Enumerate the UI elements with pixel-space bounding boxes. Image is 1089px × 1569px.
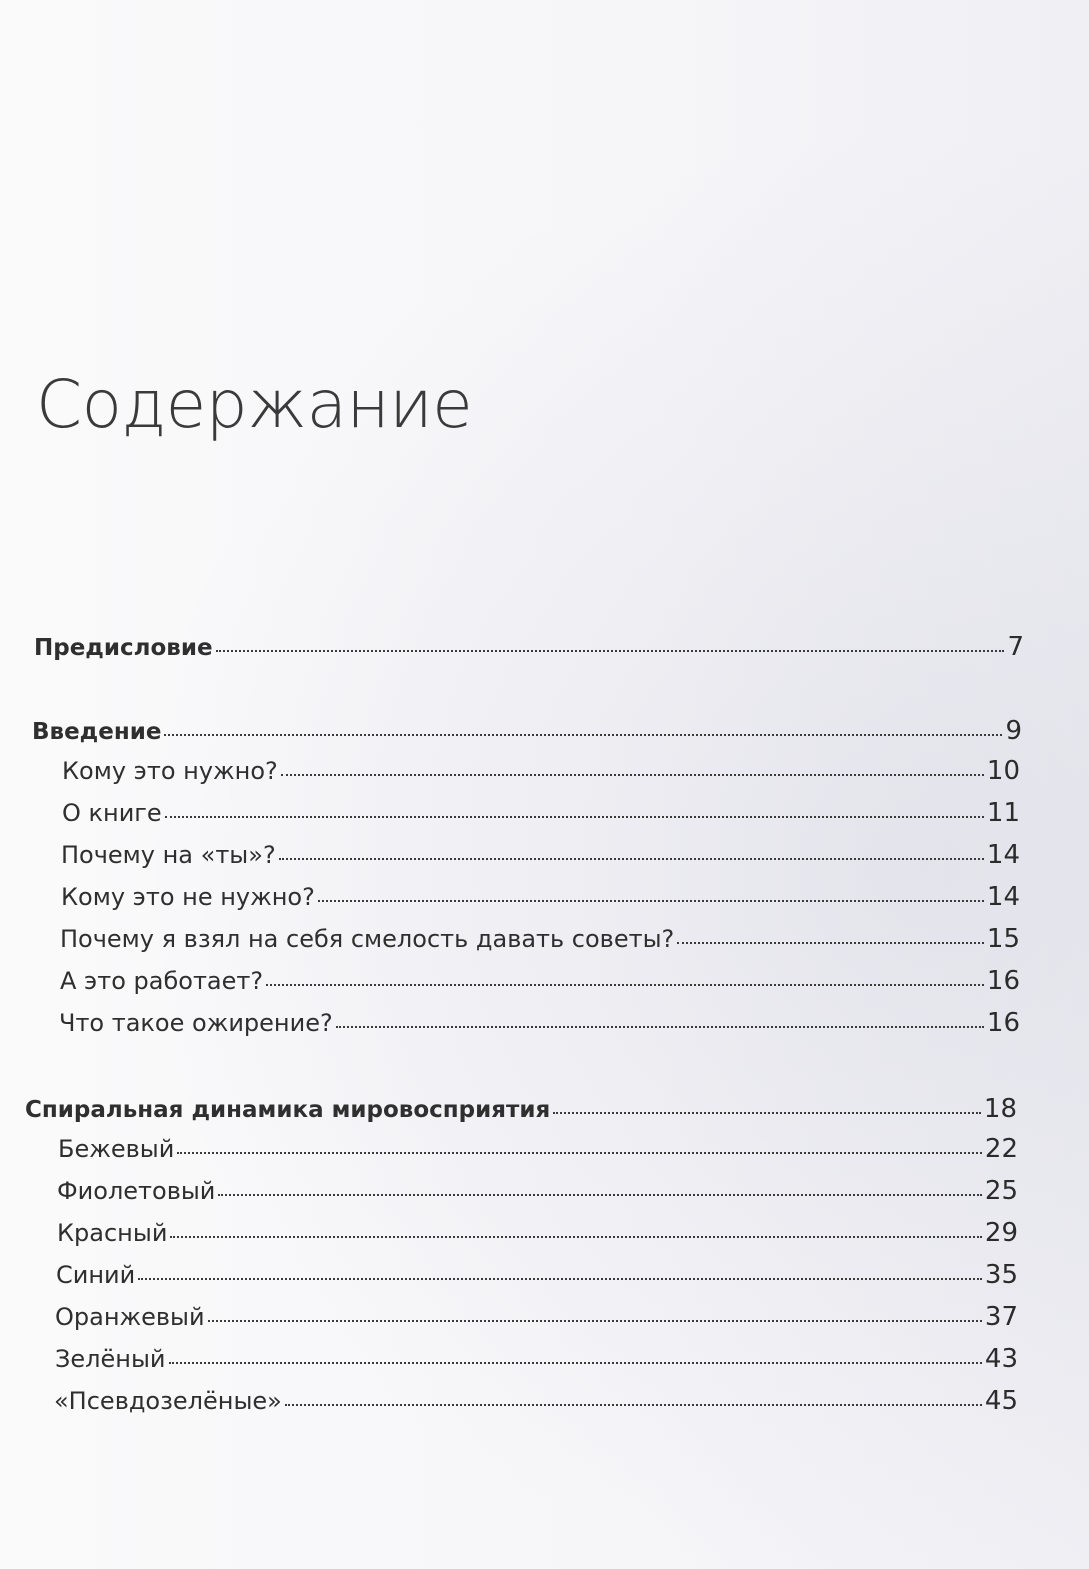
dot-leader <box>279 857 984 860</box>
toc-entry-label: Бежевый <box>58 1135 175 1163</box>
toc-entry-page: 18 <box>983 1094 1017 1124</box>
toc-entry-page: 15 <box>986 924 1020 954</box>
toc-entry-page: 37 <box>984 1302 1018 1332</box>
page-title: Содержание <box>36 366 473 443</box>
toc-entry <box>54 1386 1018 1416</box>
toc-entry <box>61 840 1020 870</box>
toc-entry-page: 22 <box>984 1134 1018 1164</box>
toc-entry-label: Что такое ожирение? <box>59 1009 333 1037</box>
toc-entry-label: Почему на «ты»? <box>61 841 276 869</box>
toc-entry-label: Оранжевый <box>55 1303 205 1331</box>
toc-entry-label: Предисловие <box>34 635 213 661</box>
dot-leader <box>285 1403 982 1406</box>
dot-leader <box>218 1193 982 1196</box>
toc-entry-page: 43 <box>984 1344 1018 1374</box>
toc-entry <box>56 1260 1018 1290</box>
toc-entry <box>62 798 1020 828</box>
toc-entry-spiral-dynamics <box>25 1094 1017 1125</box>
dot-leader <box>208 1319 982 1322</box>
toc-entry-label: Почему я взял на себя смелость давать советы? <box>60 925 675 953</box>
toc-entry <box>55 1344 1018 1374</box>
toc-entry <box>60 966 1020 996</box>
toc-entry-page: 25 <box>984 1176 1018 1206</box>
toc-entry-label: Красный <box>57 1219 168 1247</box>
toc-entry-preface <box>34 632 1024 663</box>
toc-entry-label: А это работает? <box>60 967 264 995</box>
toc-entry-label: Фиолетовый <box>57 1177 216 1205</box>
dot-leader <box>266 983 984 986</box>
dot-leader <box>138 1277 982 1280</box>
dot-leader <box>677 941 984 944</box>
toc-entry-label: Синий <box>56 1261 136 1289</box>
dot-leader <box>336 1025 984 1028</box>
toc-entry <box>61 882 1020 912</box>
toc-entry-introduction <box>32 716 1022 747</box>
dot-leader <box>281 773 984 776</box>
toc-entry-label: «Псевдозелёные» <box>54 1387 282 1415</box>
toc-entry-page: 45 <box>984 1386 1018 1416</box>
toc-entry-page: 10 <box>986 756 1020 786</box>
toc-entry-label: Кому это не нужно? <box>61 883 315 911</box>
dot-leader <box>170 1235 981 1238</box>
toc-entry <box>62 756 1020 786</box>
dot-leader <box>164 733 1002 736</box>
toc-entry-label: Спиральная динамика мировосприятия <box>25 1097 551 1123</box>
toc-entry-page: 9 <box>1005 716 1022 746</box>
dot-leader <box>165 815 984 818</box>
toc-entry-label: Введение <box>32 719 162 745</box>
dot-leader <box>177 1151 982 1154</box>
dot-leader <box>169 1361 982 1364</box>
toc-entry <box>59 1008 1020 1038</box>
toc-entry-page: 14 <box>986 840 1020 870</box>
toc-entry <box>55 1302 1018 1332</box>
toc-entry <box>60 924 1020 954</box>
toc-entry-page: 7 <box>1007 632 1024 662</box>
toc-entry-page: 11 <box>986 798 1020 828</box>
toc-entry-page: 16 <box>986 966 1020 996</box>
toc-entry <box>58 1134 1018 1164</box>
toc-entry-page: 35 <box>984 1260 1018 1290</box>
toc-entry <box>57 1176 1018 1206</box>
toc-entry-label: О книге <box>62 799 162 827</box>
dot-leader <box>318 899 984 902</box>
toc-entry-page: 29 <box>984 1218 1018 1248</box>
toc-entry <box>57 1218 1018 1248</box>
dot-leader <box>216 649 1005 652</box>
toc-entry-page: 14 <box>986 882 1020 912</box>
toc-entry-label: Зелёный <box>55 1345 166 1373</box>
dot-leader <box>553 1111 981 1114</box>
toc-entry-page: 16 <box>986 1008 1020 1038</box>
toc-entry-label: Кому это нужно? <box>62 757 278 785</box>
